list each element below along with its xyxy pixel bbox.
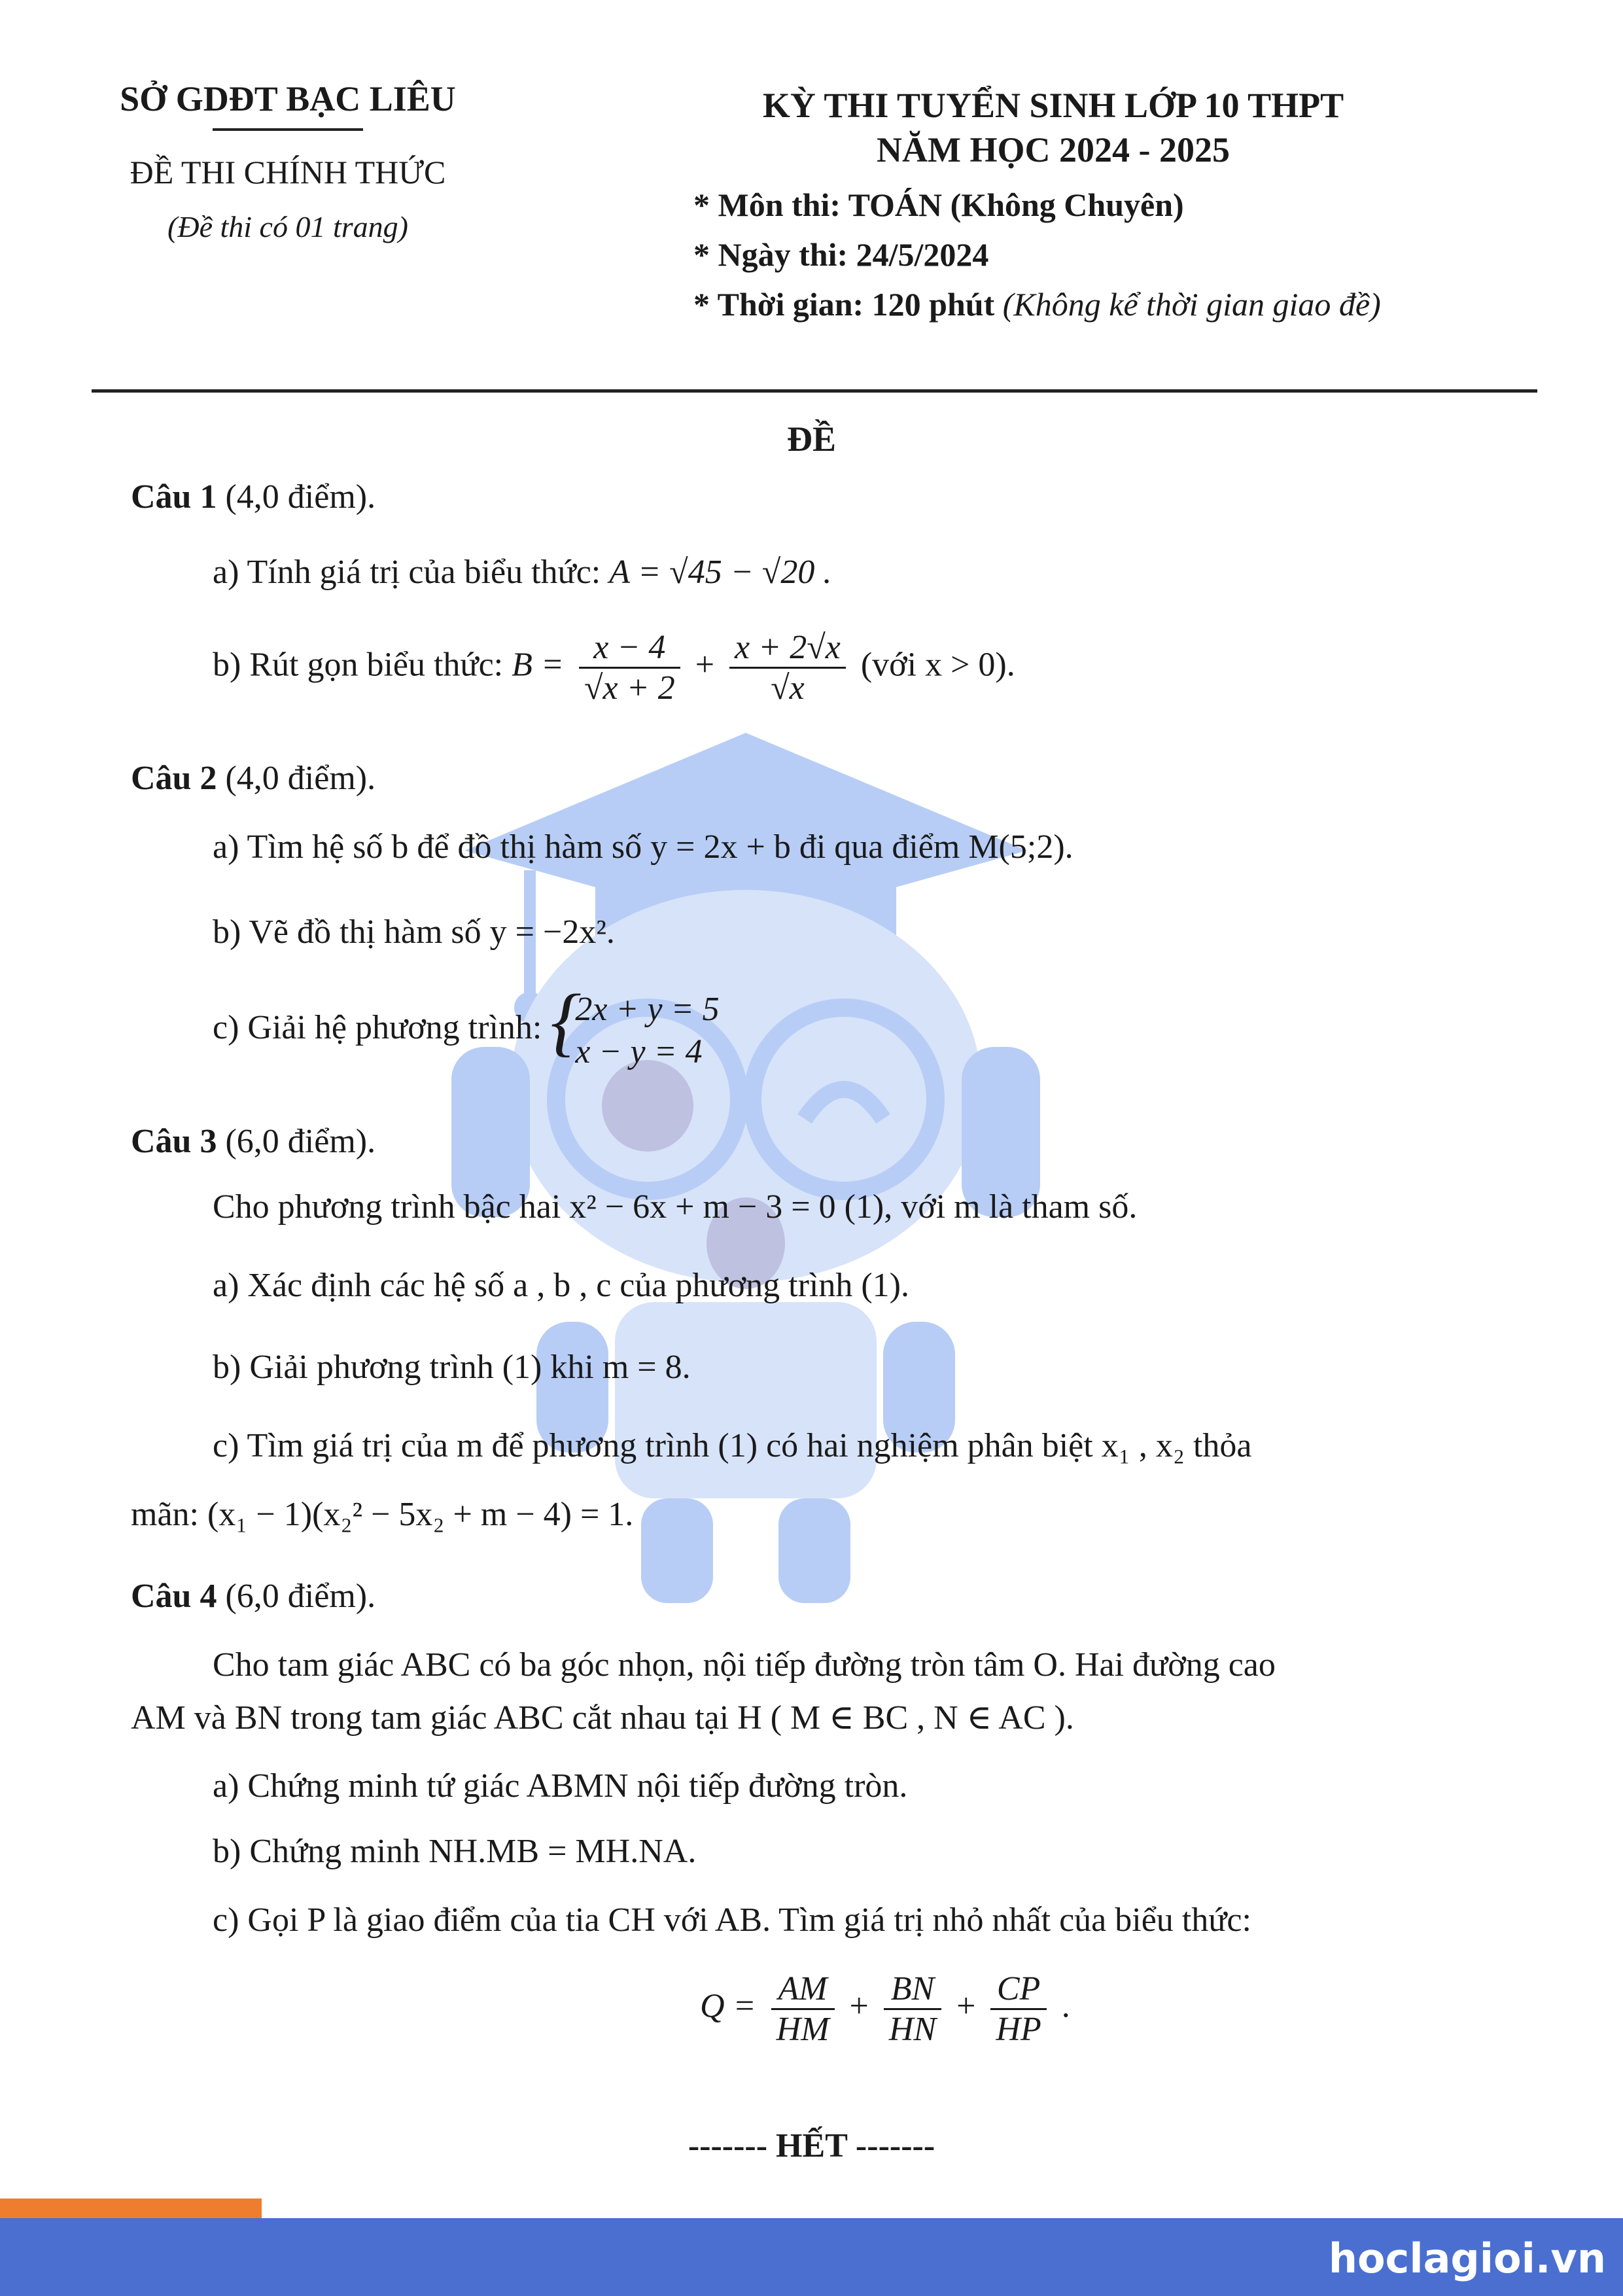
q1b-frac2-den: √x [771,669,805,707]
q1-points: (4,0 điểm). [225,478,376,516]
q1a-text: a) Tính giá trị của biểu thức: [213,554,601,591]
department-name: SỞ GDĐT BẠC LIÊU [120,79,456,118]
q2c-text: c) Giải hệ phương trình: [213,1008,542,1046]
header-left [98,79,478,244]
q2c-eq2: x − y = 4 [575,1033,703,1070]
q1a-expr: A = √45 − √20 . [609,554,832,591]
q1b-lhs: B = [512,646,564,684]
q1b-frac2-num: x + 2√x [729,628,846,669]
q4-frac3-num: CP [990,1969,1046,2010]
q3c-condition: mãn: (x₁ − 1)(x₂² − 5x₂ + m − 4) = 1. [131,1496,634,1533]
q4-label: Câu 4 [131,1578,217,1615]
exam-subject: * Môn thi: TOÁN (Không Chuyên) [693,186,1184,223]
q1-heading [131,478,375,516]
q4b: b) Chứng minh NH.MB = MH.NA. [213,1833,697,1870]
end-marker: ------- HẾT ------- [688,2127,935,2164]
q1b-frac1-den: √x + 2 [584,669,675,707]
q3-points: (6,0 điểm). [225,1123,376,1160]
q4-frac3-den: HP [996,2011,1041,2048]
q4-intro-line1: Cho tam giác ABC có ba góc nhọn, nội tiếp đường tròn tâm O. Hai đường cao [213,1646,1276,1684]
header-right [693,85,1557,323]
q4-lhs: Q = [700,1987,756,2025]
q1-label: Câu 1 [131,478,217,516]
page-count-note: (Đề thi có 01 trang) [167,210,408,243]
q4a: a) Chứng minh tứ giác ABMN nội tiếp đường tròn. [213,1767,908,1805]
q3-label: Câu 3 [131,1123,217,1160]
school-year: NĂM HỌC 2024 - 2025 [877,130,1230,169]
q3c: c) Tìm giá trị của m để phương trình (1) có hai nghiệm phân biệt x₁ , x₂ thỏa [213,1427,1252,1464]
exam-kind: ĐỀ THI CHÍNH THỨC [130,154,446,190]
q1b-frac2 [729,628,846,707]
q4c: c) Gọi P là giao điểm của tia CH với AB. Tìm giá trị nhỏ nhất của biểu thức: [213,1901,1251,1939]
q4-plus1: + [849,1987,869,2025]
q4-expression [700,1969,1070,2049]
brand-logo[interactable]: hoclagioi.vn [1328,2234,1606,2282]
q1b [213,628,1015,707]
q4-plus2: + [956,1987,976,2025]
q4-dot: . [1061,1987,1070,2025]
q2-heading [131,759,375,798]
q4-frac1-den: HM [776,2011,829,2048]
q3-intro: Cho phương trình bậc hai x² − 6x + m − 3 = 0 (1), với m là tham số. [213,1188,1138,1226]
q1b-condition: (với x > 0). [860,646,1015,684]
q2c-eq1: 2x + y = 5 [575,991,720,1028]
exam-date: * Ngày thi: 24/5/2024 [693,236,989,273]
de-title: ĐỀ [786,419,836,459]
q1b-plus: + [695,646,715,684]
q2c [213,978,720,1073]
q1b-text: b) Rút gọn biểu thức: [213,646,504,684]
q4-heading [131,1577,375,1616]
q2c-system [550,978,720,1073]
q4-frac1-num: AM [771,1969,835,2010]
q3b: b) Giải phương trình (1) khi m = 8. [213,1349,691,1386]
q4-frac3 [990,1969,1046,2049]
exam-title: KỲ THI TUYỂN SINH LỚP 10 THPT [762,86,1344,125]
system-brace: { [550,978,582,1064]
q2-points: (4,0 điểm). [225,760,376,797]
q4-frac2 [884,1969,941,2049]
q4-frac2-num: BN [884,1969,941,2010]
header-separator [92,389,1537,393]
q1b-frac1 [579,628,680,707]
footer-accent [0,2199,262,2218]
header-underline [213,128,363,131]
q2-label: Câu 2 [131,760,217,797]
q4-frac2-den: HN [888,2011,937,2048]
q4-intro-line2: AM và BN trong tam giác ABC cắt nhau tại H ( M ∈ BC , N ∈ AC ). [131,1699,1074,1737]
q1b-frac1-num: x − 4 [579,628,680,669]
exam-duration [693,285,1557,323]
duration-note: (Không kể thời gian giao đề) [1002,286,1381,323]
q3a: a) Xác định các hệ số a , b , c của phương trình (1). [213,1267,909,1304]
q2a: a) Tìm hệ số b để đồ thị hàm số y = 2x + b đi qua điểm M(5;2). [213,828,1073,866]
duration-text: * Thời gian: 120 phút [693,286,995,323]
q3-heading [131,1122,375,1161]
q4-frac1 [771,1969,835,2049]
q4-points: (6,0 điểm). [225,1578,376,1615]
q2b: b) Vẽ đồ thị hàm số y = −2x². [213,913,615,951]
q1a [213,553,831,592]
